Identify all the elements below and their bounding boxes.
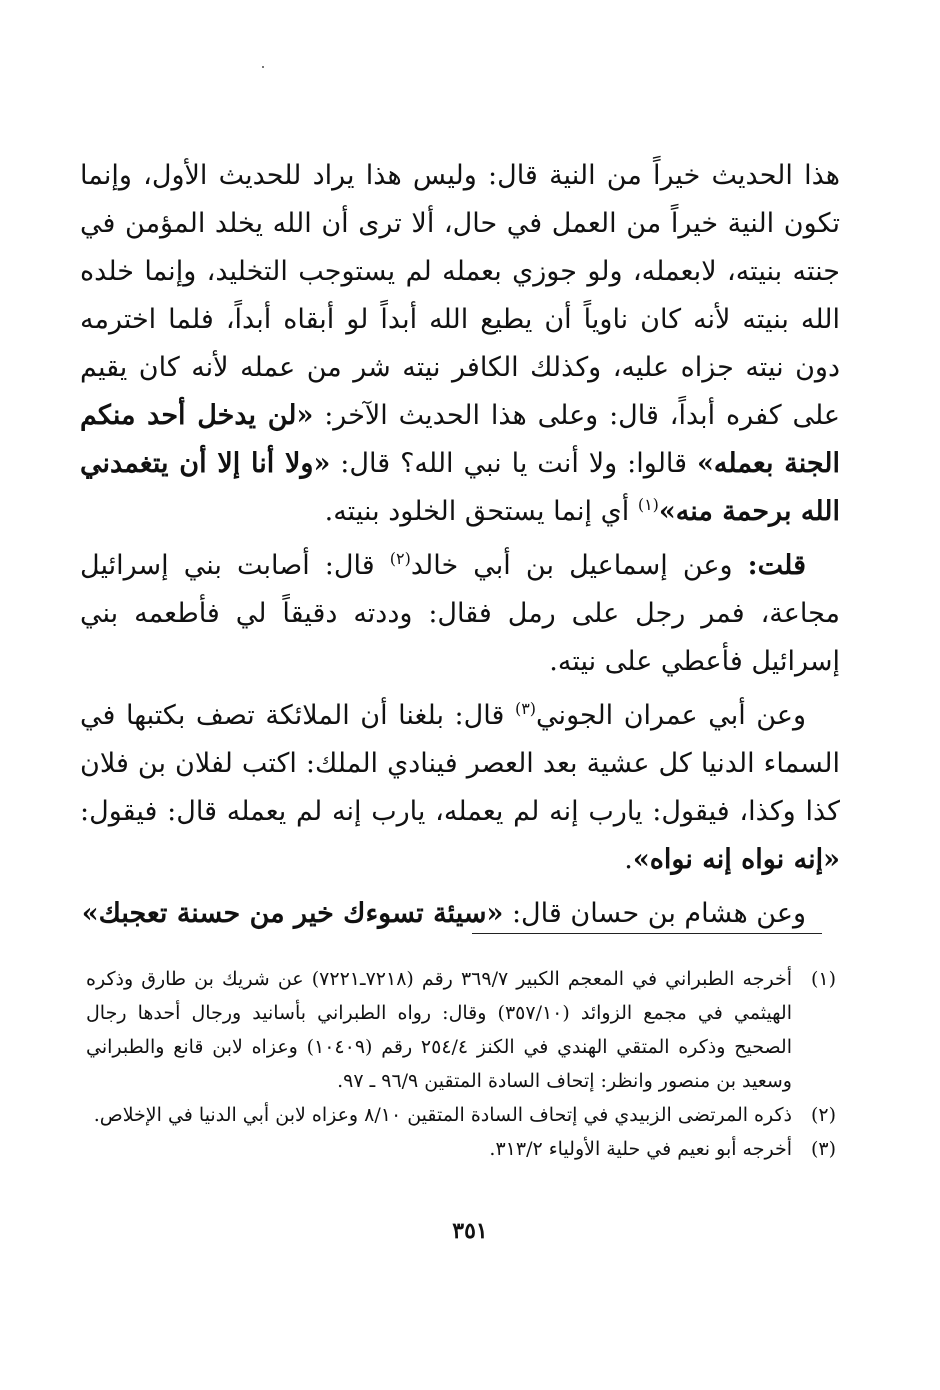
footnote-1 bbox=[86, 962, 836, 1098]
footnotes bbox=[86, 962, 836, 1166]
footnote-text: أخرجه الطبراني في المعجم الكبير ٣٦٩/٧ رقم (٧٢١٨ـ٧٢٢١) عن شريك بن طارق وذكره الهيثمي في مجمع الزوائد (٣٥٧/١٠) وقال: رواه الطبراني بأسانيد ورجال أحدها رجال الصحيح وذكره المتقي الهندي في الكنز ٢٥٤/٤ رقم (١٠٤٠٩) وعزاه لابن قانع والطبراني وسعيد بن منصور وانظر: إتحاف السادة المتقين ٩٦/٩ ـ ٩٧. bbox=[86, 968, 793, 1092]
footnote-number: (١) bbox=[810, 968, 836, 990]
paragraph-3-text-a: وعن أبي عمران الجوني bbox=[536, 700, 807, 731]
paragraph-1-text-c: أي إنما يستحق الخلود بنيته. bbox=[324, 496, 638, 527]
footnote-divider bbox=[472, 933, 822, 934]
paragraph-3-quote: «إنه نواه إنه نواه» bbox=[632, 844, 840, 875]
footnote-text: أخرجه أبو نعيم في حلية الأولياء ٣١٣/٢. bbox=[489, 1138, 792, 1160]
footnote-text: ذكره المرتضى الزبيدي في إتحاف السادة المتقين ٨/١٠ وعزاه لابن أبي الدنيا في الإخلاص. bbox=[93, 1104, 792, 1126]
paragraph-1 bbox=[80, 152, 840, 536]
paragraph-1-text-b: قالوا: ولا أنت يا نبي الله؟ قال: bbox=[330, 448, 698, 479]
paragraph-2-lead: قلت: bbox=[747, 550, 806, 581]
paragraph-3-text-b: قال: بلغنا أن الملائكة تصف بكتبها في السماء الدنيا كل عشية بعد العصر فينادي الملك: اكتب لفلان بن فلان كذا وكذا، فيقول: يارب إنه لم يعمله، يارب إنه لم يعمله قال: فيقول: bbox=[80, 700, 840, 827]
footnote-2 bbox=[86, 1098, 836, 1132]
paragraph-2-text-b: قال: أصابت بني إسرائيل مجاعة، فمر رجل على رمل فقال: وددته دقيقاً لي فأطعمه بني إسرائيل فأعطي على نيته. bbox=[80, 550, 840, 677]
footnote-ref-1[interactable]: (١) bbox=[637, 495, 659, 514]
hadith-quote-2: «ولا أنا إلا أن يتغمدني الله برحمة منه» bbox=[80, 448, 840, 527]
paragraph-4 bbox=[80, 890, 840, 938]
footnote-3 bbox=[86, 1132, 836, 1166]
scan-speck bbox=[262, 66, 264, 68]
paragraph-4-text-a: وعن هشام بن حسان قال: bbox=[503, 898, 806, 929]
footnote-number: (٢) bbox=[810, 1104, 836, 1126]
paragraph-1-text-a: هذا الحديث خيراً من النية قال: وليس هذا يراد للحديث الأول، وإنما تكون النية خيراً من العمل في حال، ألا ترى أن الله يخلد المؤمن في جنته بنيته، لابعمله، ولو جوزي بعمله لم يستوجب التخليد، وإنما خلده الله بنيته لأنه كان ناوياً أن يطيع الله أبداً لو أبقاه أبداً، فلما اخترمه دون نيته جزاه عليه، وكذلك الكافر نيته شر من عمله لأنه كان يقيم على كفره أبداً، قال: وعلى هذا الحديث الآخر: bbox=[80, 160, 840, 431]
paragraph-4-quote: «سيئة تسوءك خير من حسنة تعجبك» bbox=[81, 898, 504, 929]
footnote-number: (٣) bbox=[810, 1138, 836, 1160]
page-number: ٣٥١ bbox=[452, 1218, 488, 1244]
footnote-ref-2[interactable]: (٢) bbox=[389, 549, 411, 568]
main-text bbox=[80, 152, 840, 944]
paragraph-3 bbox=[80, 692, 840, 884]
hadith-quote-1: «لن يدخل أحد منكم الجنة بعمله» bbox=[80, 400, 841, 479]
footnote-ref-3[interactable]: (٣) bbox=[514, 699, 537, 718]
paragraph-2 bbox=[80, 542, 840, 686]
paragraph-3-text-c: . bbox=[624, 844, 633, 875]
paragraph-2-text-a: وعن إسماعيل بن أبي خالد bbox=[410, 550, 748, 581]
